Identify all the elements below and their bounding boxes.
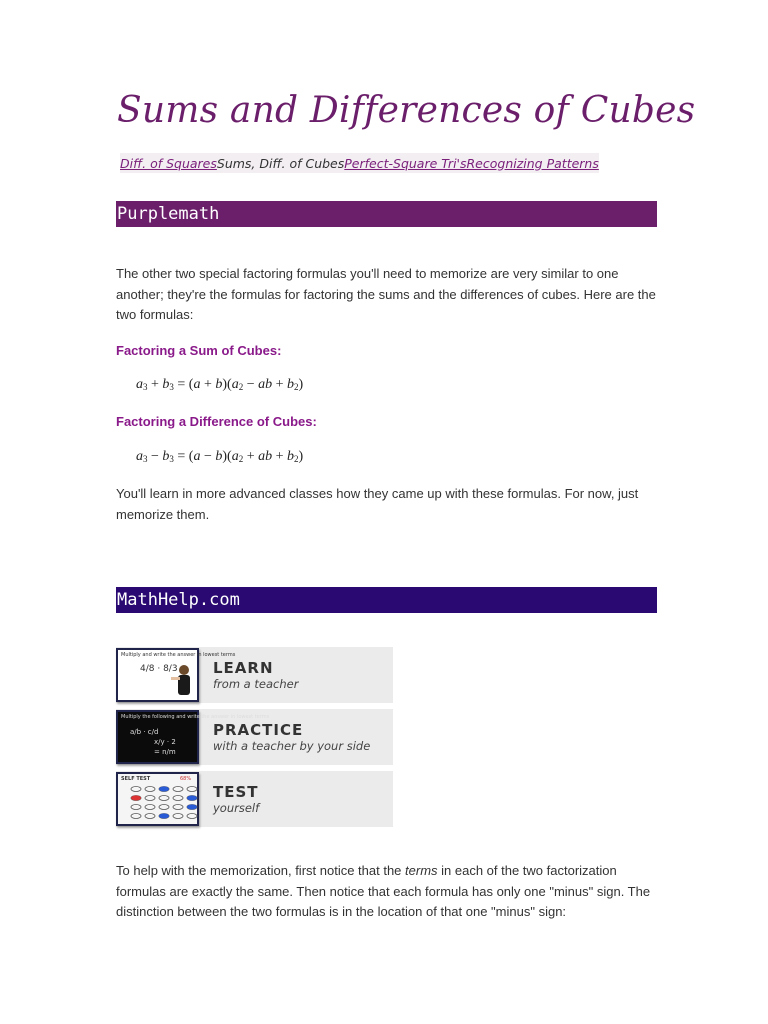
test-thumbnail: [116, 772, 199, 826]
advanced-note: You'll learn in more advanced classes how they came up with these formulas. For now, just memorize them.: [116, 486, 639, 522]
closing-text-after: in each of the two factorization formulas are exactly the same. Then notice that each formula has only one "minus" sign. The distinction between the two formulas is in the location of that one "minus" sign:: [116, 863, 651, 919]
practice-promo[interactable]: [116, 709, 393, 765]
svg-text:a/b · c/d: a/b · c/d: [130, 728, 159, 736]
svg-text:x/y · 2: x/y · 2: [154, 738, 176, 746]
test-sub: yourself: [213, 800, 260, 815]
purplemath-banner[interactable]: Purplemath: [116, 201, 657, 227]
closing-emphasis: terms: [405, 863, 438, 878]
practice-label: PRACTICE: [213, 720, 304, 739]
learn-label: LEARN: [213, 658, 274, 677]
difference-of-cubes-formula: $a_3 - b_3 = (a - b)(a_2$ + ab + $b_2$): [136, 449, 304, 464]
nav-current-topic: Sums, Diff. of Cubes: [216, 155, 345, 171]
learn-thumbnail: [116, 648, 236, 702]
practice-sub: with a teacher by your side: [213, 738, 371, 753]
bubble-sheet-icon: [120, 784, 198, 824]
closing-paragraph: [116, 861, 661, 923]
sum-of-cubes-heading: Factoring a Sum of Cubes:: [116, 343, 282, 358]
teacher-figure-icon: [166, 662, 196, 702]
learn-thumb-expr: 4/8 · 8/3: [140, 664, 178, 674]
learn-sub: from a teacher: [213, 676, 299, 691]
sum-of-cubes-formula: $a_3 + b_3 = (a + b)(a_2$ − ab + $b_2$): [136, 377, 304, 392]
score-badge: 68%: [180, 776, 192, 782]
nav-link-diff-of-squares[interactable]: Diff. of Squares: [120, 155, 217, 171]
topic-nav: [120, 153, 599, 173]
fractions-graphic-icon: [124, 724, 194, 760]
nav-link-perfect-square[interactable]: Perfect-Square Tri's: [344, 155, 467, 171]
test-promo[interactable]: [116, 771, 393, 827]
self-test-label: SELF TEST: [121, 776, 151, 782]
mathhelp-banner[interactable]: MathHelp.com: [116, 587, 657, 613]
learn-thumb-caption: Multiply and write the answer in lowest terms: [121, 652, 236, 658]
page-title: Sums and Differences of Cubes: [117, 90, 696, 131]
difference-of-cubes-heading: Factoring a Difference of Cubes:: [116, 414, 317, 429]
practice-thumb-caption: Multiply the following and write the answer in lowest terms: [121, 714, 270, 720]
test-label: TEST: [213, 782, 259, 801]
closing-text-before: To help with the memorization, first notice that the: [116, 863, 406, 878]
nav-link-recognizing-patterns[interactable]: Recognizing Patterns: [466, 155, 599, 171]
intro-paragraph: The other two special factoring formulas you'll need to memorize are very similar to one another; they're the formulas for factoring the sums and the differences of cubes. Here are the two formulas:: [116, 266, 656, 322]
learn-promo[interactable]: [116, 647, 393, 703]
svg-text:= n/m: = n/m: [154, 748, 176, 756]
